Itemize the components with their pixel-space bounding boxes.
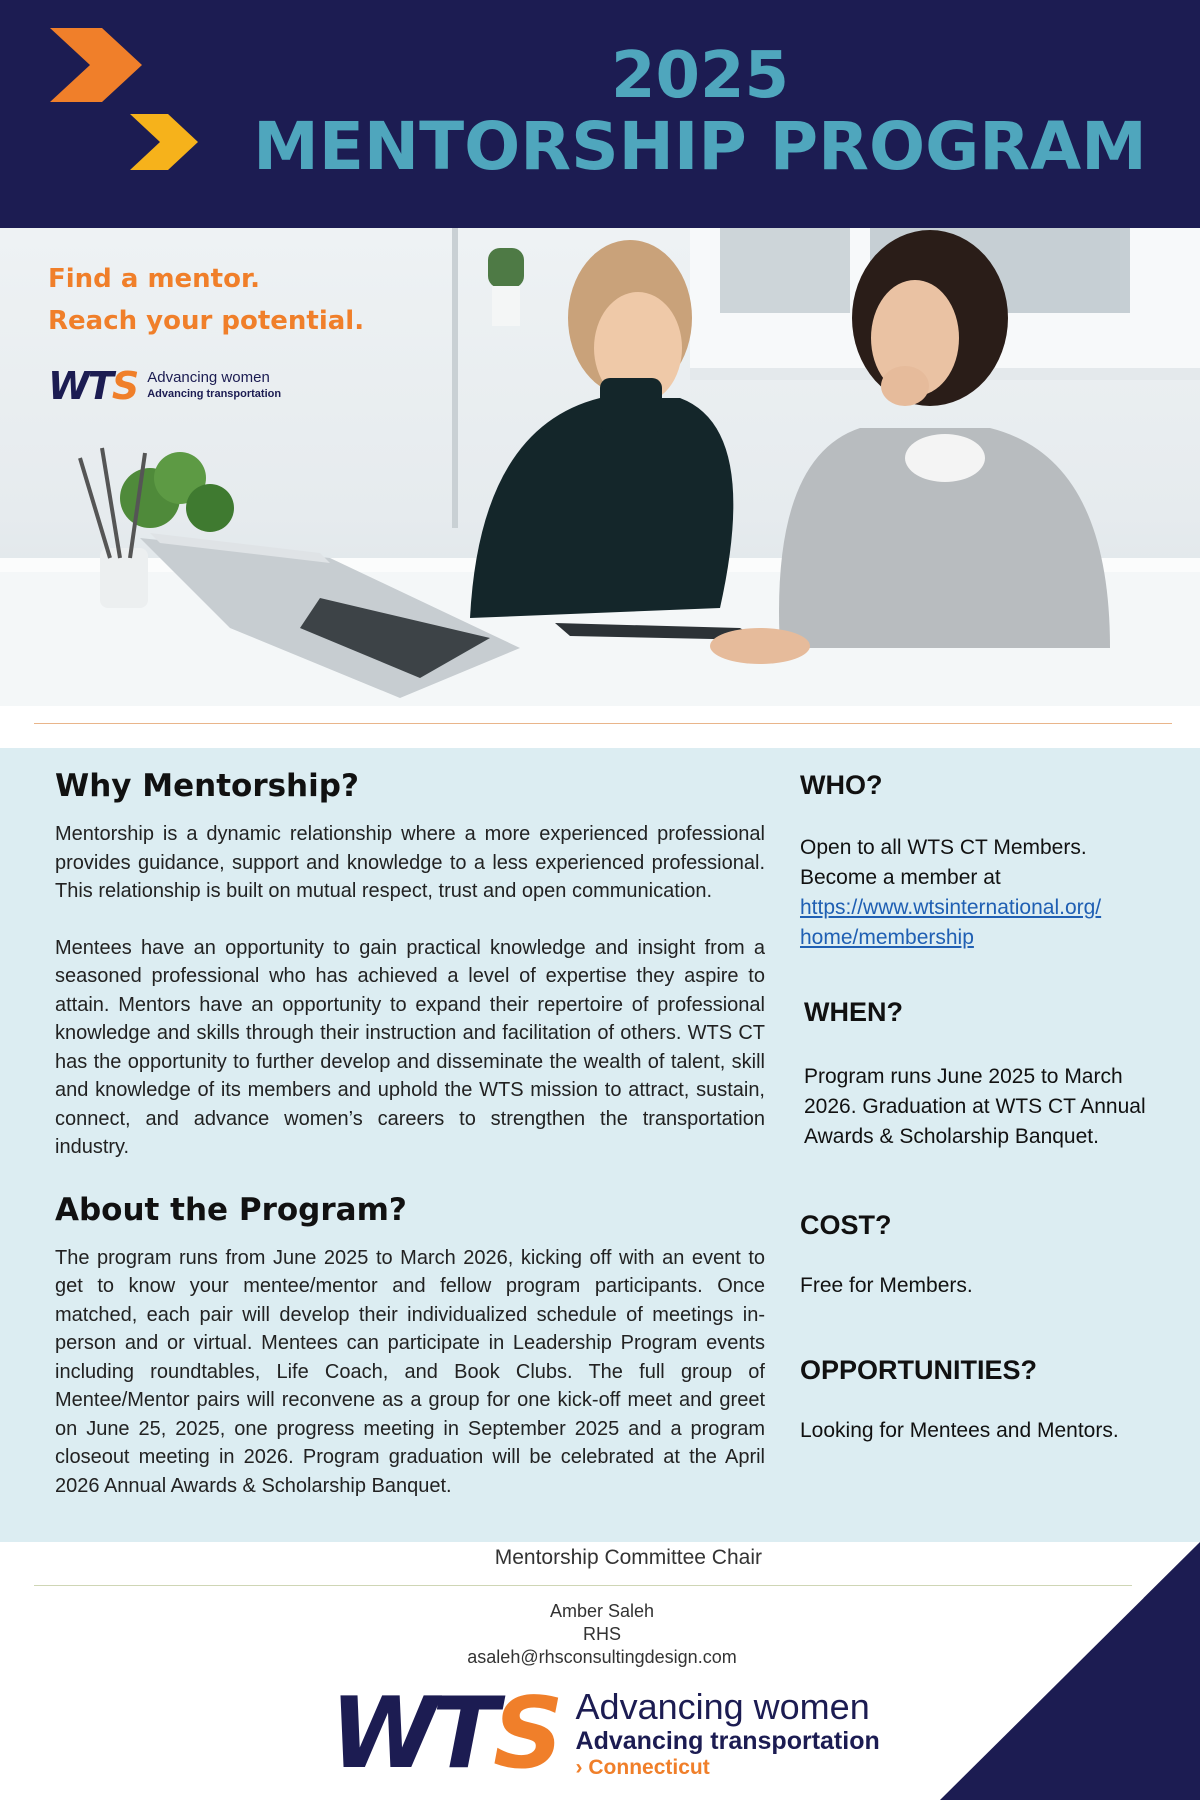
content-panel bbox=[0, 748, 1200, 1542]
why-paragraph-1: Mentorship is a dynamic relationship where a more experienced professional provides guidance, support and knowledge to a less experienced professional. This relationship is built on mutual respect, trust and open communication. bbox=[55, 823, 765, 902]
header-banner bbox=[0, 0, 1200, 228]
about-heading: About the Program? bbox=[55, 1191, 407, 1228]
corner-triangle-decoration bbox=[940, 1542, 1200, 1800]
wts-small-logo bbox=[48, 364, 281, 408]
wts-logo-text bbox=[576, 1688, 880, 1780]
why-heading: Why Mentorship? bbox=[55, 768, 359, 804]
who-line-1: Open to all WTS CT Members. bbox=[800, 836, 1087, 859]
wts-small-logo-mark: WTS bbox=[48, 364, 138, 408]
right-column bbox=[800, 748, 1180, 1446]
divider-line bbox=[34, 723, 1172, 724]
opportunities-heading: OPPORTUNITIES? bbox=[800, 1355, 1038, 1385]
who-line-2: Become a member at bbox=[800, 866, 1001, 889]
title-year: 2025 bbox=[610, 39, 790, 113]
page-title bbox=[230, 39, 1170, 185]
contact-name: Amber Saleh bbox=[549, 1601, 655, 1621]
why-paragraph-2: Mentees have an opportunity to gain practical knowledge and insight from a seasoned professional who has achieved a level of expertise they aspire to attain. Mentors have an opportunity to expand their repertoire of professional knowledge and skills through their instruction and facilitation of others. WTS CT has the opportunity to further develop and disseminate the wealth of talent, skill and knowledge of its members and uphold the WTS mission to attract, sustain, connect, and advance women’s careers to strengthen the transportation industry. bbox=[55, 936, 765, 1158]
title-program: MENTORSHIP PROGRAM bbox=[253, 108, 1147, 185]
contact-block bbox=[350, 1600, 854, 1669]
wts-logo-mark: WTS bbox=[330, 1677, 558, 1791]
about-paragraph: The program runs from June 2025 to March 2026, kicking off with an event to get to know your mentee/mentor and fellow program participants. Once matched, each pair will develop their individualized schedule of meetings in-person and or virtual. Mentees can participate in Leadership Program events including roundtables, Life Coach, and Book Clubs. The full group of Mentee/Mentor pairs will reconvene as a group for one kick-off meet and greet on June 25, 2025, one progress meeting in September 2025 and a program closeout meeting in 2026. Program graduation will be celebrated at the April 2026 Annual Awards & Scholarship Banquet. bbox=[55, 1246, 765, 1497]
contact-email[interactable]: asaleh@rhsconsultingdesign.com bbox=[467, 1647, 737, 1667]
logo-line-2: Advancing transportation bbox=[575, 1727, 880, 1755]
wts-connecticut-logo bbox=[330, 1677, 880, 1791]
cost-text: Free for Members. bbox=[800, 1274, 973, 1297]
contact-company: RHS bbox=[582, 1624, 621, 1644]
tagline-line-1: Find a mentor. bbox=[48, 264, 260, 294]
who-heading: WHO? bbox=[800, 770, 883, 800]
chevron-yellow-icon bbox=[130, 114, 198, 170]
tagline-line-2: Reach your potential. bbox=[48, 306, 365, 336]
hero-tagline bbox=[48, 258, 364, 342]
logo-line-3: › Connecticut bbox=[575, 1756, 710, 1779]
membership-link[interactable]: https://www.wtsinternational.org/ home/membership bbox=[800, 896, 1102, 949]
logo-line-1: Advancing women bbox=[575, 1686, 870, 1727]
wts-small-logo-text: Advancing women Advancing transportation bbox=[147, 369, 282, 400]
when-text: Program runs June 2025 to March 2026. Graduation at WTS CT Annual Awards & Scholarship Banquet. bbox=[804, 1065, 1146, 1148]
cost-heading: COST? bbox=[800, 1210, 892, 1240]
hero-photo bbox=[0, 228, 1200, 706]
who-text bbox=[800, 833, 1180, 953]
left-column bbox=[55, 748, 765, 1500]
when-heading: WHEN? bbox=[804, 997, 903, 1027]
chair-title: Mentorship Committee Chair bbox=[494, 1546, 762, 1569]
opportunities-text: Looking for Mentees and Mentors. bbox=[800, 1419, 1119, 1442]
chevron-orange-icon bbox=[50, 28, 142, 102]
